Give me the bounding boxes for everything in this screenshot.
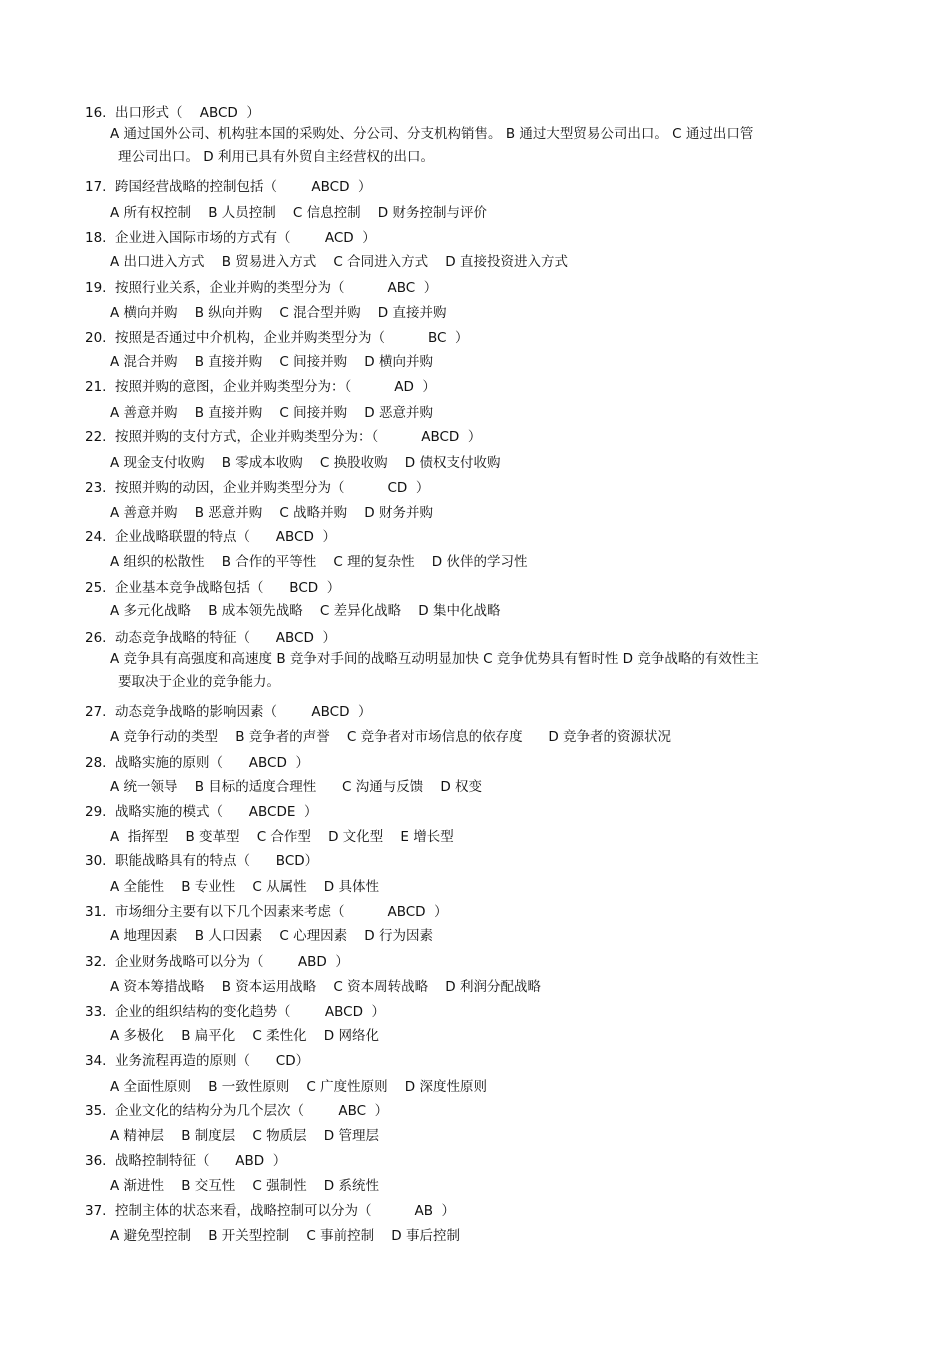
question-23-options: A 善意并购 B 恶意并购 C 战略并购 D 财务并购 <box>110 505 433 521</box>
question-33: 33. 企业的组织结构的变化趋势（ ABCD ） <box>85 1004 386 1020</box>
question-17: 17. 跨国经营战略的控制包括（ ABCD ） <box>85 179 372 195</box>
question-22: 22. 按照并购的支付方式，企业并购类型分为：（ ABCD ） <box>85 429 482 445</box>
question-20-options: A 混合并购 B 直接并购 C 间接并购 D 横向并购 <box>110 354 433 370</box>
question-30: 30. 职能战略具有的特点（ BCD） <box>85 853 319 869</box>
question-26: 26. 动态竞争战略的特征（ ABCD ） <box>85 630 336 646</box>
question-34-options: A 全面性原则 B 一致性原则 C 广度性原则 D 深度性原则 <box>110 1079 487 1095</box>
question-21: 21. 按照并购的意图，企业并购类型分为：（ AD ） <box>85 379 436 395</box>
question-22-options: A 现金支付收购 B 零成本收购 C 换股收购 D 债权支付收购 <box>110 455 501 471</box>
options-line-2: 要取决于企业的竞争能力。 <box>118 674 280 690</box>
question-24-options: A 组织的松散性 B 合作的平等性 C 理的复杂性 D 伙伴的学习性 <box>110 554 528 570</box>
question-18-options: A 出口进入方式 B 贸易进入方式 C 合同进入方式 D 直接投资进入方式 <box>110 254 568 270</box>
question-36-options: A 渐进性 B 交互性 C 强制性 D 系统性 <box>110 1178 379 1194</box>
question-33-options: A 多极化 B 扁平化 C 柔性化 D 网络化 <box>110 1028 379 1044</box>
question-32-options: A 资本筹措战略 B 资本运用战略 C 资本周转战略 D 利润分配战略 <box>110 979 541 995</box>
question-16: 16. 出口形式（ ABCD ） <box>85 105 260 121</box>
question-21-options: A 善意并购 B 直接并购 C 间接并购 D 恶意并购 <box>110 405 433 421</box>
question-27-options: A 竞争行动的类型 B 竞争者的声誉 C 竞争者对市场信息的依存度 D 竞争者的资源状况 <box>110 729 672 745</box>
question-35: 35. 企业文化的结构分为几个层次（ ABC ） <box>85 1103 389 1119</box>
question-37-options: A 避免型控制 B 开关型控制 C 事前控制 D 事后控制 <box>110 1228 460 1244</box>
question-35-options: A 精神层 B 制度层 C 物质层 D 管理层 <box>110 1128 379 1144</box>
question-28: 28. 战略实施的原则（ ABCD ） <box>85 755 309 771</box>
options-line-1: A 竞争具有高强度和高速度 B 竞争对手间的战略互动明显加快 C 竞争优势具有暂时性 D 竞争战略的有效性主 <box>110 651 759 667</box>
question-25-options: A 多元化战略 B 成本领先战略 C 差异化战略 D 集中化战略 <box>110 603 501 619</box>
question-25: 25. 企业基本竞争战略包括（ BCD ） <box>85 580 341 596</box>
question-34: 34. 业务流程再造的原则（ CD） <box>85 1053 310 1069</box>
question-23: 23. 按照并购的动因，企业并购类型分为（ CD ） <box>85 480 430 496</box>
question-32: 32. 企业财务战略可以分为（ ABD ） <box>85 954 349 970</box>
question-16-options <box>110 123 855 169</box>
question-28-options: A 统一领导 B 目标的适度合理性 C 沟通与反馈 D 权变 <box>110 779 483 795</box>
options-line-1: A 通过国外公司、机构驻本国的采购处、分公司、分支机构销售。 B 通过大型贸易公司出口。 C 通过出口管 <box>110 126 754 142</box>
question-27: 27. 动态竞争战略的影响因素（ ABCD ） <box>85 704 372 720</box>
question-29: 29. 战略实施的模式（ ABCDE ） <box>85 804 318 820</box>
question-31: 31. 市场细分主要有以下几个因素来考虑（ ABCD ） <box>85 904 448 920</box>
question-19-options: A 横向并购 B 纵向并购 C 混合型并购 D 直接并购 <box>110 305 447 321</box>
question-30-options: A 全能性 B 专业性 C 从属性 D 具体性 <box>110 879 379 895</box>
options-line-2: 理公司出口。 D 利用已具有外贸自主经营权的出口。 <box>118 149 434 165</box>
question-17-options: A 所有权控制 B 人员控制 C 信息控制 D 财务控制与评价 <box>110 205 487 221</box>
question-36: 36. 战略控制特征（ ABD ） <box>85 1153 287 1169</box>
question-18: 18. 企业进入国际市场的方式有（ ACD ） <box>85 230 376 246</box>
question-37: 37. 控制主体的状态来看，战略控制可以分为（ AB ） <box>85 1203 456 1219</box>
question-24: 24. 企业战略联盟的特点（ ABCD ） <box>85 529 336 545</box>
question-29-options: A 指挥型 B 变革型 C 合作型 D 文化型 E 增长型 <box>110 829 454 845</box>
question-26-options <box>110 648 855 694</box>
question-19: 19. 按照行业关系，企业并购的类型分为（ ABC ） <box>85 280 438 296</box>
question-31-options: A 地理因素 B 人口因素 C 心理因素 D 行为因素 <box>110 928 433 944</box>
question-20: 20. 按照是否通过中介机构，企业并购类型分为（ BC ） <box>85 330 469 346</box>
